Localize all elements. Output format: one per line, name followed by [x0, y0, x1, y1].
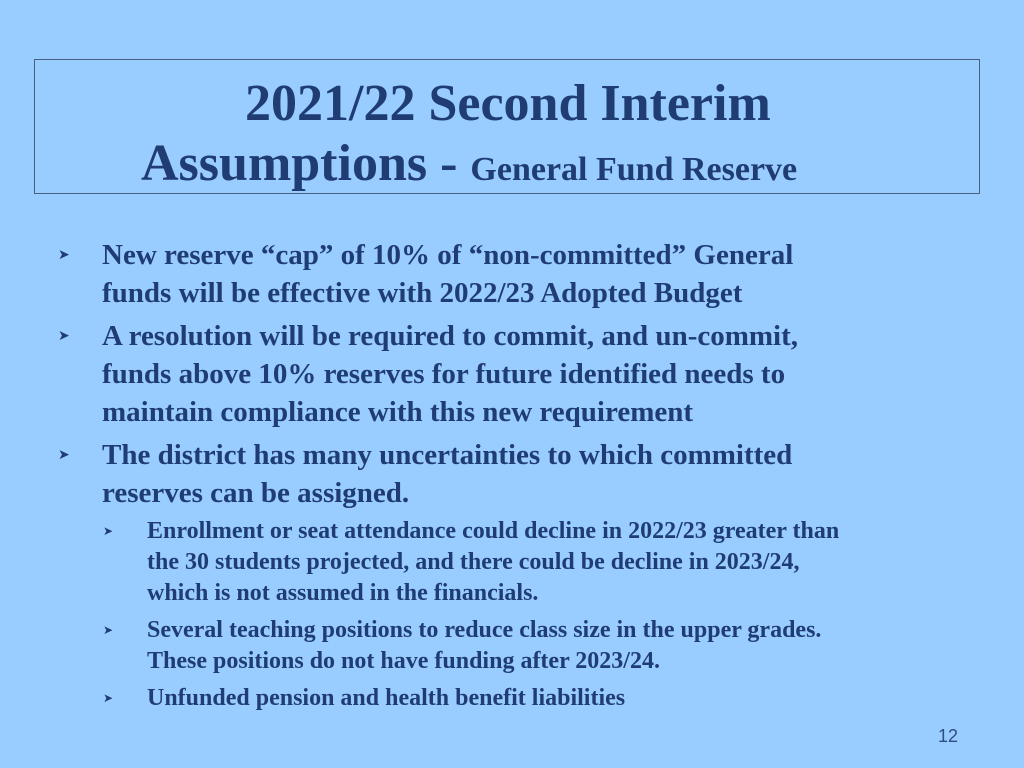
sub-bullet-item	[103, 516, 840, 609]
arrowhead-bullet-icon: ➤	[58, 247, 70, 263]
arrowhead-bullet-icon: ➤	[103, 524, 114, 538]
bullet-item	[58, 236, 794, 312]
title-box	[34, 59, 980, 194]
sub-bullet-item	[103, 615, 822, 677]
bullet-line: funds above 10% reserves for future identified needs to	[102, 358, 786, 390]
sub-bullet-line: Several teaching positions to reduce class size in the upper grades.	[147, 617, 822, 643]
bullet-item	[58, 436, 793, 512]
arrowhead-bullet-icon: ➤	[58, 328, 70, 344]
bullet-line: New reserve “cap” of 10% of “non-committed” General	[102, 239, 794, 271]
sub-bullet-line: the 30 students projected, and there could be decline in 2023/24,	[147, 549, 800, 575]
arrowhead-bullet-icon: ➤	[103, 623, 114, 637]
page-number: 12	[938, 726, 959, 746]
bullet-line: funds will be effective with 2022/23 Adopted Budget	[102, 277, 743, 309]
title-line-1: 2021/22 Second Interim	[245, 75, 771, 132]
title-main: Assumptions -	[141, 135, 471, 192]
title-line-2	[141, 135, 798, 192]
bullet-item	[58, 317, 798, 431]
sub-bullet-line: These positions do not have funding after 2023/24.	[147, 648, 660, 674]
arrowhead-bullet-icon: ➤	[58, 447, 70, 463]
sub-bullet-line: Unfunded pension and health benefit liabilities	[147, 685, 626, 711]
title-subtitle: General Fund Reserve	[470, 151, 798, 188]
arrowhead-bullet-icon: ➤	[103, 691, 114, 705]
bullet-line: maintain compliance with this new requirement	[102, 396, 694, 428]
bullet-line: The district has many uncertainties to which committed	[102, 439, 793, 471]
sub-bullet-line: Enrollment or seat attendance could decline in 2022/23 greater than	[147, 518, 840, 544]
bullet-line: A resolution will be required to commit, and un-commit,	[102, 320, 798, 352]
sub-bullet-item	[103, 683, 626, 714]
bullet-line: reserves can be assigned.	[102, 477, 410, 509]
sub-bullet-line: which is not assumed in the financials.	[147, 580, 539, 606]
